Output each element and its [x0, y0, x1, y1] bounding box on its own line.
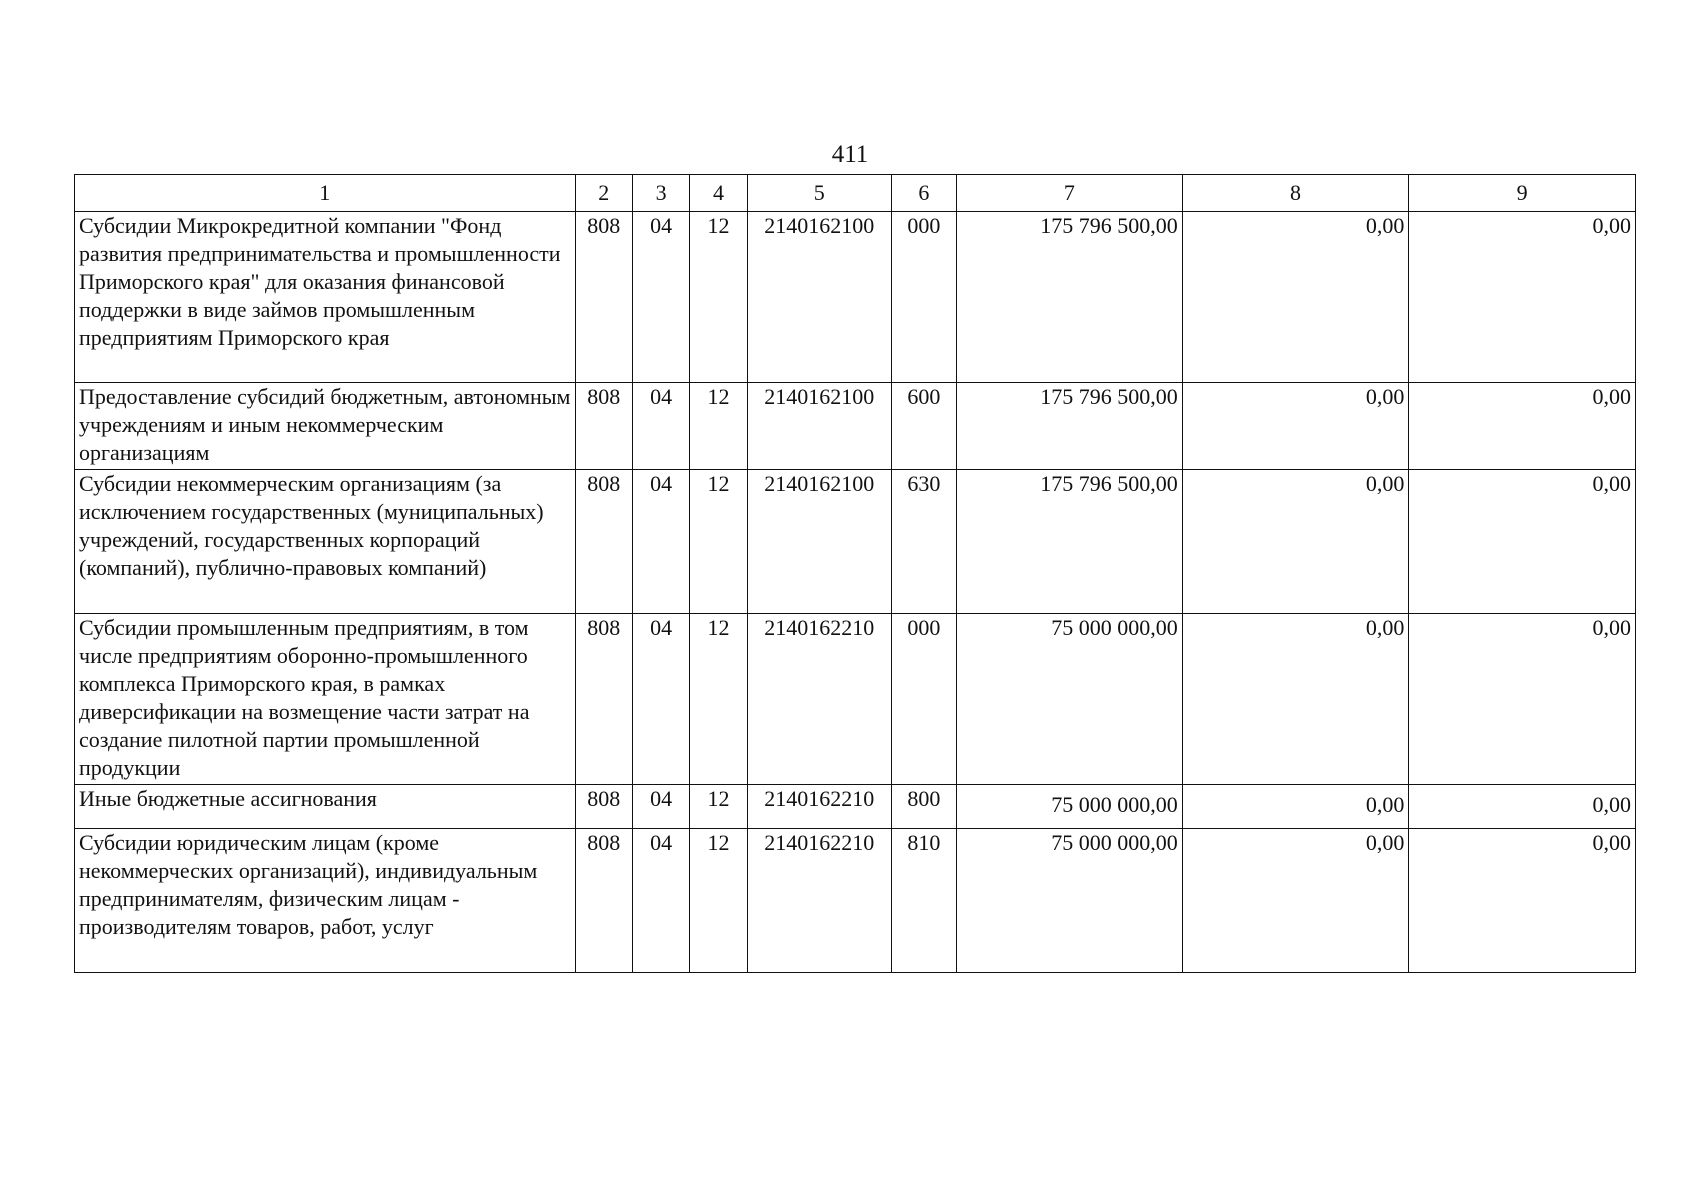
row-description: Субсидии промышленным предприятиям, в том числе предприятиям оборонно-промышленного комплекса Приморского края, в рамках диверсификации на возмещение части затрат на создание пилотной партии промышленной продукции: [75, 614, 576, 785]
row-col-3: 04: [632, 383, 689, 470]
row-col-3: 04: [632, 470, 689, 614]
table-row: [75, 785, 1636, 829]
row-col-9: 0,00: [1409, 785, 1636, 829]
row-col-8: 0,00: [1182, 785, 1409, 829]
row-col-4: 12: [690, 785, 747, 829]
page-number: 411: [831, 141, 869, 168]
budget-table: [74, 174, 1636, 973]
row-col-6: 000: [891, 212, 956, 383]
row-col-6: 810: [891, 829, 956, 973]
row-col-4: 12: [690, 470, 747, 614]
header-col-2: 2: [575, 175, 632, 212]
header-col-1: 1: [75, 175, 576, 212]
table-row: [75, 470, 1636, 614]
row-col-6: 600: [891, 383, 956, 470]
row-col-7: 175 796 500,00: [957, 383, 1183, 470]
row-col-5: 2140162100: [747, 212, 891, 383]
row-col-2: 808: [575, 470, 632, 614]
row-col-5: 2140162100: [747, 470, 891, 614]
row-col-2: 808: [575, 785, 632, 829]
row-col-2: 808: [575, 829, 632, 973]
row-col-6: 000: [891, 614, 956, 785]
row-col-7: 75 000 000,00: [957, 614, 1183, 785]
row-description: Субсидии юридическим лицам (кроме некоммерческих организаций), индивидуальным предпринимателям, физическим лицам - производителям товаров, работ, услуг: [75, 829, 576, 973]
row-col-7: 175 796 500,00: [957, 470, 1183, 614]
row-col-3: 04: [632, 785, 689, 829]
header-row: [75, 175, 1636, 212]
row-col-8: 0,00: [1182, 383, 1409, 470]
header-col-8: 8: [1182, 175, 1409, 212]
row-col-3: 04: [632, 829, 689, 973]
row-description: Предоставление субсидий бюджетным, автономным учреждениям и иным некоммерческим организациям: [75, 383, 576, 470]
row-col-4: 12: [690, 614, 747, 785]
row-col-9: 0,00: [1409, 470, 1636, 614]
row-col-8: 0,00: [1182, 829, 1409, 973]
row-col-9: 0,00: [1409, 829, 1636, 973]
table-row: [75, 829, 1636, 973]
row-col-6: 630: [891, 470, 956, 614]
row-col-4: 12: [690, 383, 747, 470]
row-col-9: 0,00: [1409, 212, 1636, 383]
row-col-5: 2140162210: [747, 785, 891, 829]
row-col-2: 808: [575, 614, 632, 785]
row-col-4: 12: [690, 212, 747, 383]
row-col-5: 2140162210: [747, 829, 891, 973]
row-col-8: 0,00: [1182, 470, 1409, 614]
row-col-7: 75 000 000,00: [957, 829, 1183, 973]
table-row: [75, 383, 1636, 470]
row-description: Субсидии некоммерческим организациям (за исключением государственных (муниципальных) учреждений, государственных корпораций (компаний), публично-правовых компаний): [75, 470, 576, 614]
table-row: [75, 212, 1636, 383]
header-col-7: 7: [957, 175, 1183, 212]
row-col-5: 2140162100: [747, 383, 891, 470]
header-col-9: 9: [1409, 175, 1636, 212]
row-col-4: 12: [690, 829, 747, 973]
row-description: Субсидии Микрокредитной компании "Фонд развития предпринимательства и промышленности Приморского края" для оказания финансовой поддержки в виде займов промышленным предприятиям Приморского края: [75, 212, 576, 383]
table-row: [75, 614, 1636, 785]
header-col-6: 6: [891, 175, 956, 212]
row-col-2: 808: [575, 212, 632, 383]
row-col-9: 0,00: [1409, 383, 1636, 470]
header-col-3: 3: [632, 175, 689, 212]
row-col-3: 04: [632, 614, 689, 785]
row-col-8: 0,00: [1182, 212, 1409, 383]
row-col-7: 75 000 000,00: [957, 785, 1183, 829]
row-col-6: 800: [891, 785, 956, 829]
row-col-9: 0,00: [1409, 614, 1636, 785]
row-col-7: 175 796 500,00: [957, 212, 1183, 383]
header-col-4: 4: [690, 175, 747, 212]
row-col-2: 808: [575, 383, 632, 470]
row-col-5: 2140162210: [747, 614, 891, 785]
row-col-8: 0,00: [1182, 614, 1409, 785]
header-col-5: 5: [747, 175, 891, 212]
row-col-3: 04: [632, 212, 689, 383]
row-description: Иные бюджетные ассигнования: [75, 785, 576, 829]
